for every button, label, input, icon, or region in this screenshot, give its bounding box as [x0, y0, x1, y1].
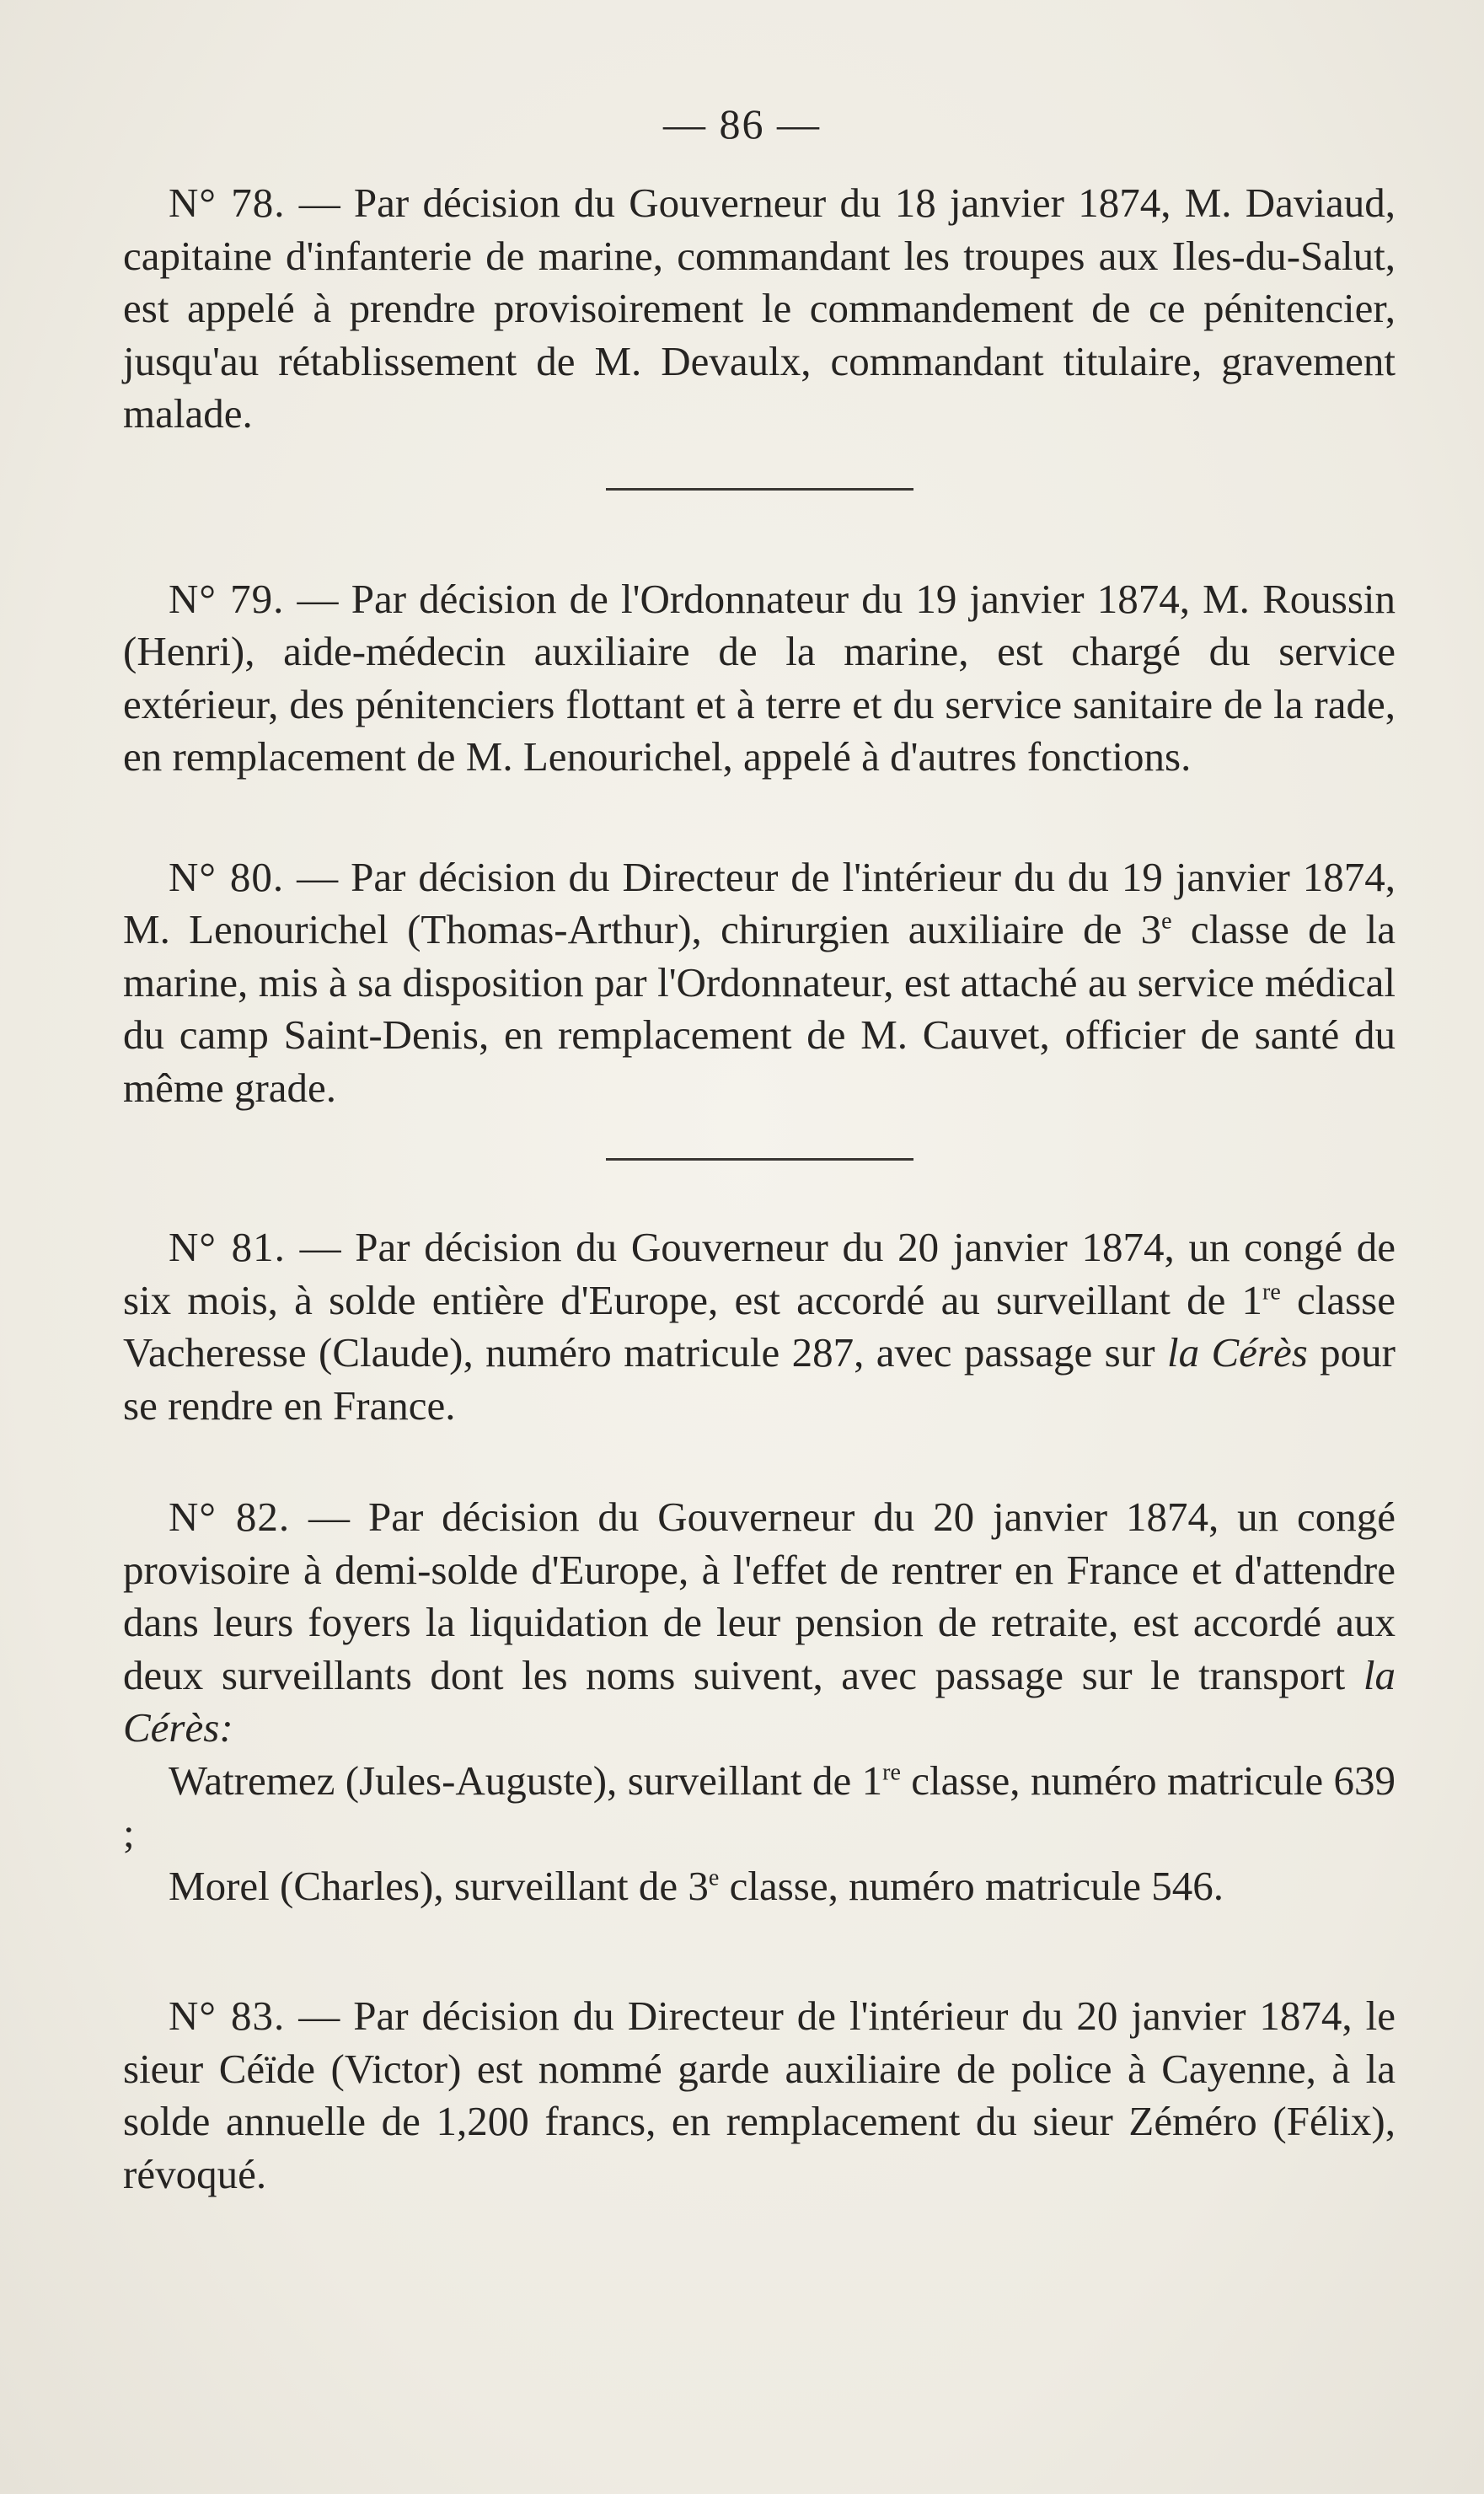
entry-text-end: pour se rendre en France. [123, 1329, 1396, 1429]
entry-text: — Par décision du Gouverneur du 20 janvier 1874, un congé provisoire à demi-solde d'Europe, à l'effet de rentrer en France et d'attendre dans leurs foyers la liquidation de leur pension de retraite, est accordé aux deux surveillants dont les noms suivent, avec passage sur le transport [123, 1494, 1396, 1698]
entry-number: N° 78. [169, 180, 286, 226]
entry-text: — Par décision du Gouverneur du 18 janvier 1874, M. Daviaud, capitaine d'infanterie de marine, commandant les troupes aux Iles-du-Salut, est appelé à prendre provisoirement le commandement de ce pénitencier, jusqu'au rétablissement de M. Devaulx, commandant titulaire, gravement malade. [123, 180, 1396, 437]
entry-text: — Par décision du Gouverneur du 20 janvier 1874, un congé de six mois, à solde entière d'Europe, est accordé au surveillant de 1 [123, 1224, 1396, 1323]
sub-item: Morel (Charles), surveillant de 3e classe, numéro matricule 546. [169, 1862, 1224, 1909]
superscript: re [1262, 1279, 1281, 1306]
entry-number: N° 79. [169, 575, 285, 622]
entry-83 [123, 1990, 1396, 2201]
entry-text: — Par décision du Directeur de l'intérieur du du 19 janvier 1874, M. Lenourichel (Thomas-Arthur), chirurgien auxiliaire de 3 [123, 853, 1396, 952]
separator-rule [606, 488, 913, 491]
entry-number: N° 81. [169, 1224, 286, 1270]
entry-78 [123, 177, 1396, 441]
entry-number: N° 82. [169, 1494, 291, 1540]
separator-rule [606, 1158, 913, 1161]
entry-81 [123, 1221, 1396, 1432]
sub-item: Watremez (Jules-Auguste), surveillant de 1re classe, numéro matricule 639 ; [123, 1757, 1396, 1856]
entry-80 [123, 851, 1396, 1115]
page-number: — 86 — [663, 100, 821, 147]
text-column [123, 177, 1396, 2201]
ship-name: la Cérès: [123, 1651, 1396, 1751]
superscript: e [708, 1864, 720, 1891]
entry-number: N° 80. [169, 853, 285, 900]
entry-text-cont: classe de la marine, mis à sa disposition par l'Ordonnateur, est attaché au service médical du camp Saint-Denis, en remplacement de M. Cauvet, officier de santé du même grade. [123, 906, 1396, 1111]
entry-82 [123, 1491, 1396, 1912]
entry-number: N° 83. [169, 1993, 286, 2039]
entry-79 [123, 573, 1396, 784]
superscript: e [1161, 908, 1172, 935]
entry-text: — Par décision de l'Ordonnateur du 19 janvier 1874, M. Roussin (Henri), aide-médecin auxiliaire de la marine, est chargé du service extérieur, des pénitenciers flottant et à terre et du service sanitaire de la rade, en remplacement de M. Lenourichel, appelé à d'autres fonctions. [123, 575, 1396, 780]
ship-name: la Cérès [1166, 1329, 1308, 1376]
entry-text-cont: classe Vacheresse (Claude), numéro matricule 287, avec passage sur [123, 1276, 1396, 1376]
superscript: re [882, 1759, 901, 1786]
entry-text: — Par décision du Directeur de l'intérieur du 20 janvier 1874, le sieur Céïde (Victor) est nommé garde auxiliaire de police à Cayenne, à la solde annuelle de 1,200 francs, en remplacement du sieur Zéméro (Félix), révoqué. [123, 1993, 1396, 2197]
